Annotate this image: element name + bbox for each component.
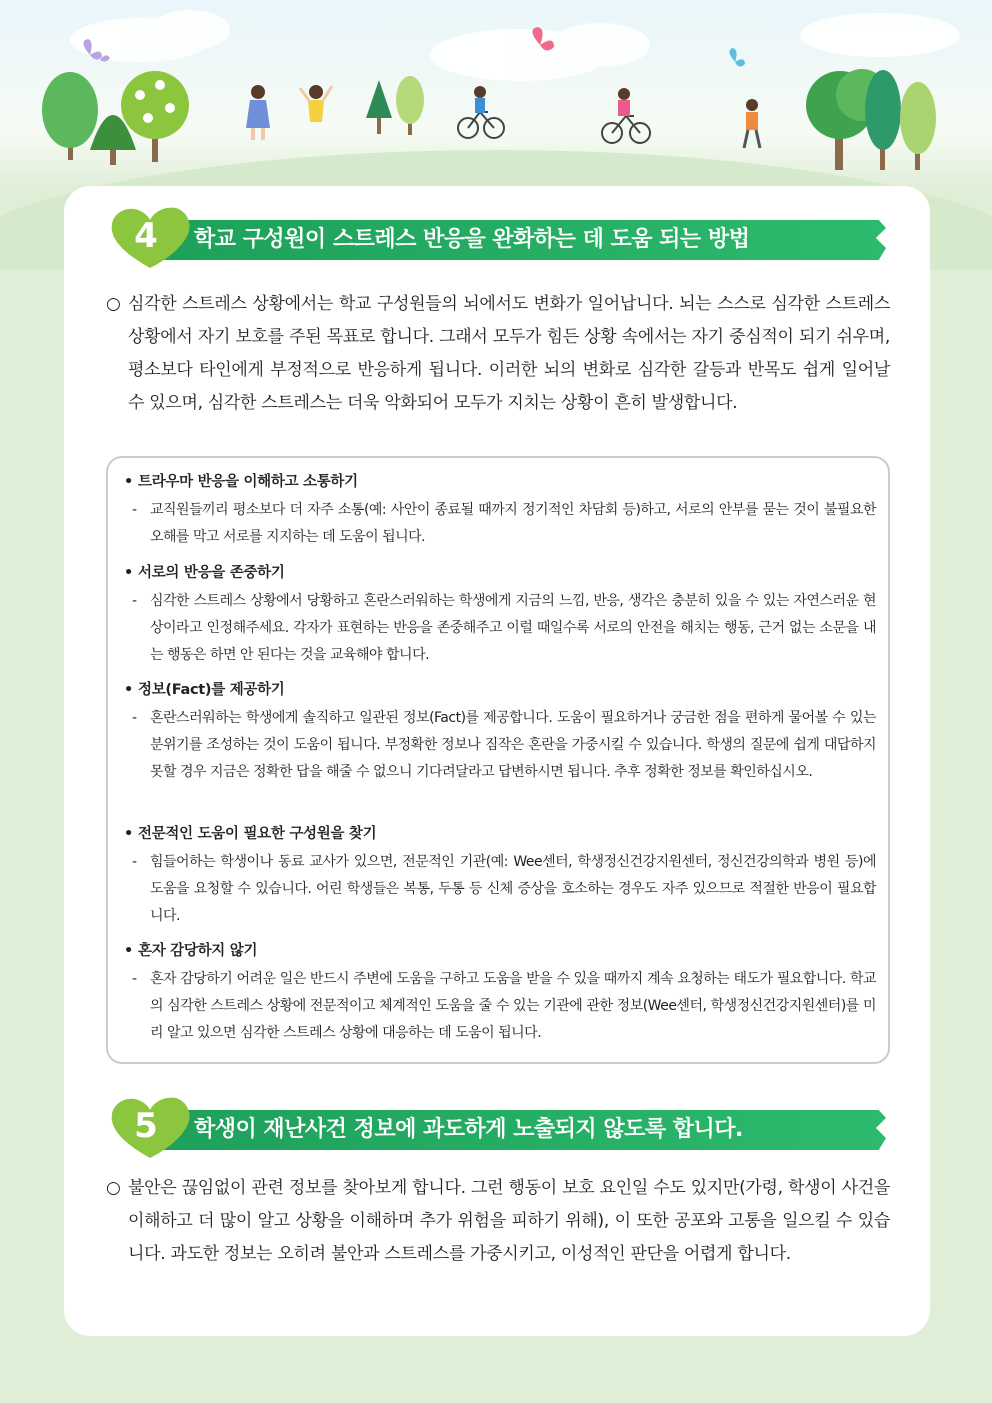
paragraph-text: 심각한 스트레스 상황에서는 학교 구성원들의 뇌에서도 변화가 일어납니다. 뇌는 스스로 심각한 스트레스 상황에서 자기 보호를 주된 목표로 합니다. 그래서 모두가 힘든 상황 속에서는 자기 중심적이 되기 쉬우며, 평소보다 타인에게 부정적으로 반응하게 됩니다. 이러한 뇌의 변화로 심각한 갈등과 반목도 쉽게 일어날 수 있으며, 심각한 스트레스는 더욱 악화되어 모두가 지치는 상황이 흔히 발생합니다.	[128, 294, 890, 413]
section-5-paragraph	[106, 1172, 890, 1271]
tip-heading: 트라우마 반응을 이해하고 소통하기	[138, 474, 358, 490]
circle-bullet: ○	[106, 294, 121, 314]
section-title: 학교 구성원이 스트레스 반응을 완화하는 데 도움 되는 방법	[194, 227, 750, 252]
tree-icon	[366, 76, 424, 135]
tips-box	[106, 456, 890, 1064]
tip-item	[124, 678, 876, 786]
tip-text: 힘들어하는 학생이나 동료 교사가 있으면, 전문적인 기관(예: Wee센터, 학생정신건강지원센터, 정신건강의학과 병원 등)에 도움을 요청할 수 있습니다. 어린 학생들은 복통, 두통 등 신체 증상을 호소하는 경우도 자주 있으므로 적절한 반응이 필요합니다.	[150, 854, 876, 924]
tip-text: 혼자 감당하기 어려운 일은 반드시 주변에 도움을 구하고 도움을 받을 수 있을 때까지 계속 요청하는 태도가 필요합니다. 학교의 심각한 스트레스 상황에 전문적이고 체계적인 도움을 줄 수 있는 기관에 관한 정보(Wee센터, 학생정신건강지원센터)를 미리 알고 있으면 심각한 스트레스 상황에 대응하는 데 도움이 됩니다.	[150, 971, 876, 1041]
tip-heading: 전문적인 도움이 필요한 구성원을 찾기	[138, 826, 377, 842]
bullet-dot: •	[124, 826, 133, 842]
bullet-dot: •	[124, 943, 133, 959]
bullet-dot: •	[124, 682, 133, 698]
tip-heading: 정보(Fact)를 제공하기	[138, 682, 285, 698]
tip-item	[124, 561, 876, 669]
tip-item	[124, 470, 876, 551]
dash-marker: -	[132, 971, 137, 987]
section-number: 4	[134, 216, 158, 256]
tip-text: 교직원들끼리 평소보다 더 자주 소통(예: 사안이 종료될 때까지 정기적인 차담회 등)하고, 서로의 안부를 묻는 것이 불필요한 오해를 막고 서로를 지지하는 데 도움이 됩니다.	[150, 502, 876, 545]
bullet-dot: •	[124, 474, 133, 490]
tip-text: 혼란스러워하는 학생에게 솔직하고 일관된 정보(Fact)를 제공합니다. 도움이 필요하거나 궁금한 점을 편하게 물어볼 수 있는 분위기를 조성하는 것이 도움이 됩니다. 부정확한 정보나 짐작은 혼란을 가중시킬 수 있습니다. 학생의 질문에 쉽게 대답하지 못할 경우 지금은 정확한 답을 해줄 수 없으니 기다려달라고 답변하시면 됩니다. 추후 정확한 정보를 확인하십시오.	[150, 710, 876, 780]
dash-marker: -	[132, 593, 137, 609]
section-number: 5	[134, 1106, 158, 1146]
tip-item	[124, 939, 876, 1047]
section-title: 학생이 재난사건 정보에 과도하게 노출되지 않도록 합니다.	[194, 1117, 743, 1142]
tree-icon	[42, 71, 189, 165]
header-illustration	[0, 0, 992, 200]
dash-marker: -	[132, 502, 137, 518]
tip-text: 심각한 스트레스 상황에서 당황하고 혼란스러워하는 학생에게 지금의 느낌, 반응, 생각은 충분히 있을 수 있는 자연스러운 현상이라고 인정해주세요. 각자가 표현하는 반응을 존중해주고 이럴 때일수록 서로의 안전을 해치는 행동, 근거 없는 소문을 내는 행동은 하면 안 된다는 것을 교육해야 합니다.	[150, 593, 876, 663]
bicycle-icon	[458, 86, 650, 143]
cloud-icon	[70, 10, 960, 81]
section-4-paragraph	[106, 288, 890, 420]
dash-marker: -	[132, 710, 137, 726]
tip-heading: 혼자 감당하지 않기	[138, 943, 258, 959]
paragraph-text: 불안은 끊임없이 관련 정보를 찾아보게 합니다. 그런 행동이 보호 요인일 수도 있지만(가령, 학생이 사건을 이해하고 더 많이 알고 상황을 이해하며 추가 위험을 피하기 위해), 이 또한 공포와 고통을 일으킬 수 있습니다. 과도한 정보는 오히려 불안과 스트레스를 가중시키고, 이성적인 판단을 어렵게 합니다.	[128, 1178, 890, 1264]
circle-bullet: ○	[106, 1178, 121, 1198]
section-5-header	[108, 1096, 886, 1160]
tip-item	[124, 822, 876, 930]
person-icon	[246, 85, 760, 148]
tree-icon	[806, 69, 936, 170]
bullet-dot: •	[124, 565, 133, 581]
dash-marker: -	[132, 854, 137, 870]
section-4-header	[108, 206, 886, 270]
tip-heading: 서로의 반응을 존중하기	[138, 565, 285, 581]
